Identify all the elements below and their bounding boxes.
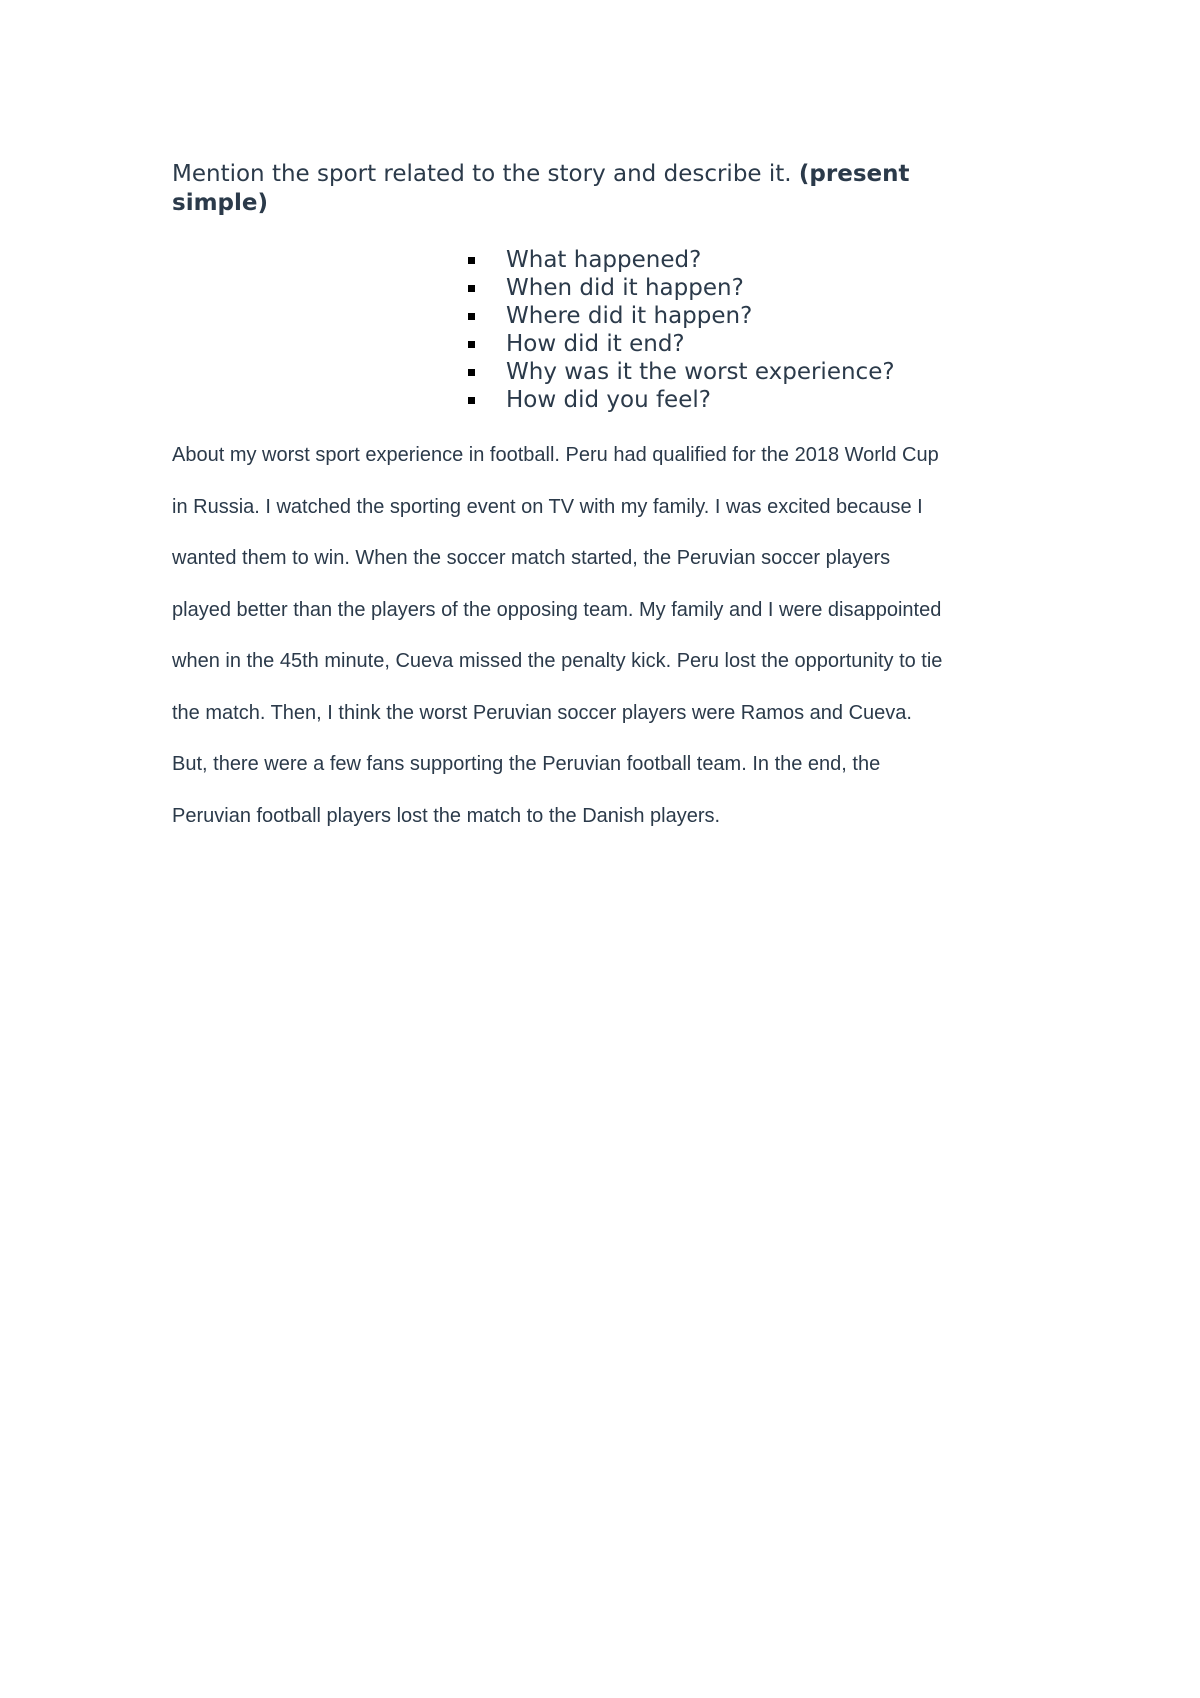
story-line: But, there were a few fans supporting the Peruvian football team. In the end, the xyxy=(172,753,881,775)
prompt-tense-hint: (present simple) xyxy=(172,161,910,216)
list-item xyxy=(468,386,895,414)
list-item xyxy=(468,246,895,274)
square-bullet-icon xyxy=(468,341,475,348)
prompt-text: Mention the sport related to the story and describe it. xyxy=(172,161,799,187)
question-text: How did it end? xyxy=(506,331,685,357)
story-line: Peruvian football players lost the match to the Danish players. xyxy=(172,804,721,827)
question-text: Where did it happen? xyxy=(506,303,753,329)
question-text: What happened? xyxy=(506,247,702,273)
list-item xyxy=(468,358,895,386)
story-line: About my worst sport experience in football. Peru had qualified for the 2018 World Cup xyxy=(172,444,939,466)
prompt-heading xyxy=(172,160,992,218)
square-bullet-icon xyxy=(468,285,475,292)
question-text: When did it happen? xyxy=(506,275,744,301)
question-text: How did you feel? xyxy=(506,387,711,413)
list-item xyxy=(468,330,895,358)
question-text: Why was it the worst experience? xyxy=(506,359,895,385)
square-bullet-icon xyxy=(468,369,475,376)
story-line: in Russia. I watched the sporting event on TV with my family. I was excited because I xyxy=(172,495,923,518)
square-bullet-icon xyxy=(468,257,475,264)
story-line: played better than the players of the opposing team. My family and I were disappointed xyxy=(172,598,942,621)
list-item xyxy=(468,274,895,302)
square-bullet-icon xyxy=(468,313,475,320)
list-item xyxy=(468,302,895,330)
guide-questions-list xyxy=(468,246,895,414)
story-paragraph xyxy=(172,441,1052,853)
square-bullet-icon xyxy=(468,397,475,404)
story-line: wanted them to win. When the soccer match started, the Peruvian soccer players xyxy=(172,547,891,569)
story-line: the match. Then, I think the worst Peruvian soccer players were Ramos and Cueva. xyxy=(172,701,912,724)
story-line: when in the 45th minute, Cueva missed the penalty kick. Peru lost the opportunity to tie xyxy=(172,650,943,672)
